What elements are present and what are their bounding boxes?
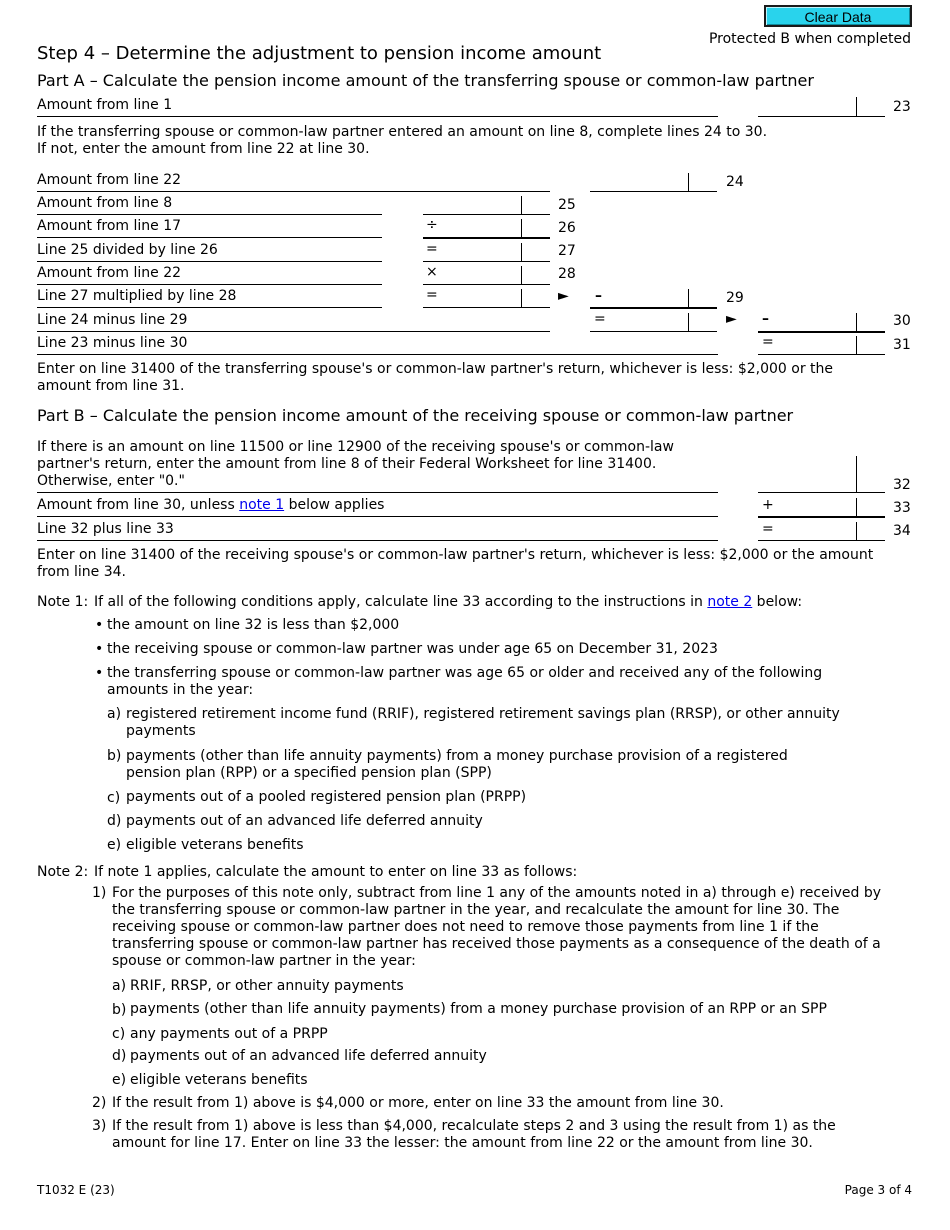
line32-input[interactable] — [758, 456, 885, 492]
note2-step1: For the purposes of this note only, subtract from line 1 any of the amounts noted in a) through e) received by the transferring spouse or common-law partner in the year, and recalculate the amount for line 30. The receiving spouse or common-law partner does not need to remove those payments from line 1 if the transferring spouse or common-law partner has received those payments as a consequence of the death of a spouse or common-law partner in the year: — [112, 885, 881, 969]
line30-label: Line 24 minus line 29 — [37, 312, 188, 328]
note1-item-c: payments out of a pooled registered pension plan (PRPP) — [126, 789, 527, 805]
line25-label: Amount from line 8 — [37, 195, 173, 211]
line32-label-3: Otherwise, enter "0." — [37, 473, 185, 489]
note1-text-pre: If all of the following conditions apply, calculate line 33 according to the instructions in — [94, 594, 708, 610]
line33-label-pre: Amount from line 30, unless — [37, 497, 240, 513]
line29-number: 29 — [726, 290, 744, 306]
line31-number: 31 — [893, 337, 911, 353]
note1-item-d-key: d) — [107, 813, 122, 829]
note2-text: If note 1 applies, calculate the amount to enter on line 33 as follows: — [94, 864, 578, 880]
note2-step3: If the result from 1) above is less than $4,000, recalculate steps 2 and 3 using the result from 1) as the amount for line 17. Enter on line 33 the lesser: the amount from line 22 or the amount from line 30. — [112, 1118, 836, 1151]
line25-input[interactable] — [423, 194, 550, 216]
note2-item-e: eligible veterans benefits — [130, 1072, 308, 1088]
line27-operator: = — [426, 241, 438, 257]
line29-calc-field[interactable] — [423, 286, 550, 308]
note2-item-a-key: a) — [112, 978, 127, 994]
line33-number: 33 — [893, 500, 911, 516]
line29-minus-operator: – — [595, 288, 602, 304]
partA-instruction-2: If not, enter the amount from line 22 at line 30. — [37, 141, 370, 157]
note1-item-a-key: a) — [107, 706, 122, 722]
note2-item-b-key: b) — [112, 1002, 127, 1018]
line23-label: Amount from line 1 — [37, 97, 173, 113]
line23-input[interactable] — [758, 95, 885, 117]
line28-label: Amount from line 22 — [37, 265, 182, 281]
note1-text-post: below: — [752, 594, 803, 610]
note2-step1-key: 1) — [92, 885, 107, 901]
line24-input[interactable] — [590, 170, 717, 192]
note2-item-a: RRIF, RRSP, or other annuity payments — [130, 978, 404, 994]
line34-label: Line 32 plus line 33 — [37, 521, 174, 537]
line30-minus-operator: – — [762, 311, 769, 327]
line29-operator: = — [426, 287, 438, 303]
note1-bullet-1-icon: • — [95, 617, 104, 633]
note2-item-c-key: c) — [112, 1026, 126, 1042]
line33-input[interactable] — [758, 496, 885, 518]
note2-link[interactable]: note 2 — [707, 594, 753, 610]
line30-operator: = — [594, 311, 606, 327]
note1-bullet-1: the amount on line 32 is less than $2,000 — [107, 617, 400, 633]
clear-data-button[interactable]: Clear Data — [764, 5, 912, 27]
step4-title: Step 4 – Determine the adjustment to pension income amount — [37, 43, 602, 64]
line30-input[interactable] — [758, 310, 885, 332]
partA-enter-instruction: Enter on line 31400 of the transferring spouse's or common-law partner's return, whichever is less: $2,000 or the amount from line 31. — [37, 361, 834, 394]
note1-bullet-2: the receiving spouse or common-law partner was under age 65 on December 31, 2023 — [107, 641, 718, 657]
line32-number: 32 — [893, 477, 911, 493]
line29-label: Line 27 multiplied by line 28 — [37, 288, 237, 304]
note1-item-b-key: b) — [107, 748, 122, 764]
line32-label-1: If there is an amount on line 11500 or line 12900 of the receiving spouse's or common-law — [37, 439, 674, 455]
line28-operator: × — [426, 264, 438, 280]
line32-label-2: partner's return, enter the amount from line 8 of their Federal Worksheet for line 31400. — [37, 456, 657, 472]
note2-item-c: any payments out of a PRPP — [130, 1026, 328, 1042]
line26-operator: ÷ — [426, 217, 438, 233]
protected-label: Protected B when completed — [708, 31, 911, 47]
line28-number: 28 — [558, 266, 576, 282]
page-number: Page 3 of 4 — [844, 1183, 912, 1197]
note1-bullet-3-icon: • — [95, 665, 104, 681]
note1-item-e: eligible veterans benefits — [126, 837, 304, 853]
line29-input[interactable] — [590, 286, 717, 308]
note1-link[interactable]: note 1 — [239, 497, 285, 513]
line27-number: 27 — [558, 243, 576, 259]
line31-input[interactable] — [758, 333, 885, 355]
partB-enter-instruction: Enter on line 31400 of the receiving spouse's or common-law partner's return, whichever is less: $2,000 or the amount from line 34. — [37, 547, 874, 580]
line24-label: Amount from line 22 — [37, 172, 182, 188]
line30-number: 30 — [893, 313, 911, 329]
note2-item-d: payments out of an advanced life deferred annuity — [130, 1048, 487, 1064]
line24-number: 24 — [726, 174, 744, 190]
note2-step2: If the result from 1) above is $4,000 or more, enter on line 33 the amount from line 30. — [112, 1095, 724, 1111]
note1-bullet-2-icon: • — [95, 641, 104, 657]
line28-input[interactable] — [423, 263, 550, 285]
partB-title: Part B – Calculate the pension income amount of the receiving spouse or common-law partner — [37, 406, 794, 425]
note2-step3-key: 3) — [92, 1118, 107, 1134]
note2-step2-key: 2) — [92, 1095, 107, 1111]
line26-number: 26 — [558, 220, 576, 236]
line30-arrow-icon: ► — [726, 311, 737, 327]
line31-operator: = — [762, 334, 774, 350]
note1-item-c-key: c) — [107, 790, 121, 806]
note1-item-d: payments out of an advanced life deferred annuity — [126, 813, 483, 829]
line31-label: Line 23 minus line 30 — [37, 335, 188, 351]
line34-input[interactable] — [758, 519, 885, 541]
note1-item-b: payments (other than life annuity payments) from a money purchase provision of a registered pension plan (RPP) or a specified pension plan (SPP) — [126, 748, 788, 781]
form-number: T1032 E (23) — [37, 1183, 115, 1197]
line25-number: 25 — [558, 197, 576, 213]
line33-operator: + — [762, 497, 774, 513]
note2-lead: Note 2: — [37, 864, 89, 880]
note2-item-d-key: d) — [112, 1048, 127, 1064]
line27-label: Line 25 divided by line 26 — [37, 242, 218, 258]
partA-title: Part A – Calculate the pension income amount of the transferring spouse or common-law partner — [37, 71, 814, 90]
note1-lead: Note 1: — [37, 594, 89, 610]
line30-calc-field[interactable] — [590, 310, 717, 332]
line33-label-post: below applies — [284, 497, 385, 513]
note1-text — [94, 594, 802, 611]
note2-item-e-key: e) — [112, 1072, 127, 1088]
line34-number: 34 — [893, 523, 911, 539]
line26-input[interactable] — [423, 217, 550, 239]
line33-label — [37, 497, 384, 514]
note1-bullet-3: the transferring spouse or common-law partner was age 65 or older and received any of the following amounts in the year: — [107, 665, 823, 698]
note2-item-b: payments (other than life annuity payments) from a money purchase provision of an RPP or an SPP — [130, 1001, 827, 1017]
line26-label: Amount from line 17 — [37, 218, 182, 234]
note1-item-e-key: e) — [107, 837, 122, 853]
note1-item-a: registered retirement income fund (RRIF), registered retirement savings plan (RRSP), or other annuity payments — [126, 706, 840, 739]
line34-operator: = — [762, 521, 774, 537]
line23-number: 23 — [893, 99, 911, 115]
partA-instruction-1: If the transferring spouse or common-law partner entered an amount on line 8, complete lines 24 to 30. — [37, 124, 768, 140]
line27-input[interactable] — [423, 240, 550, 262]
line29-arrow-icon: ► — [558, 288, 569, 304]
